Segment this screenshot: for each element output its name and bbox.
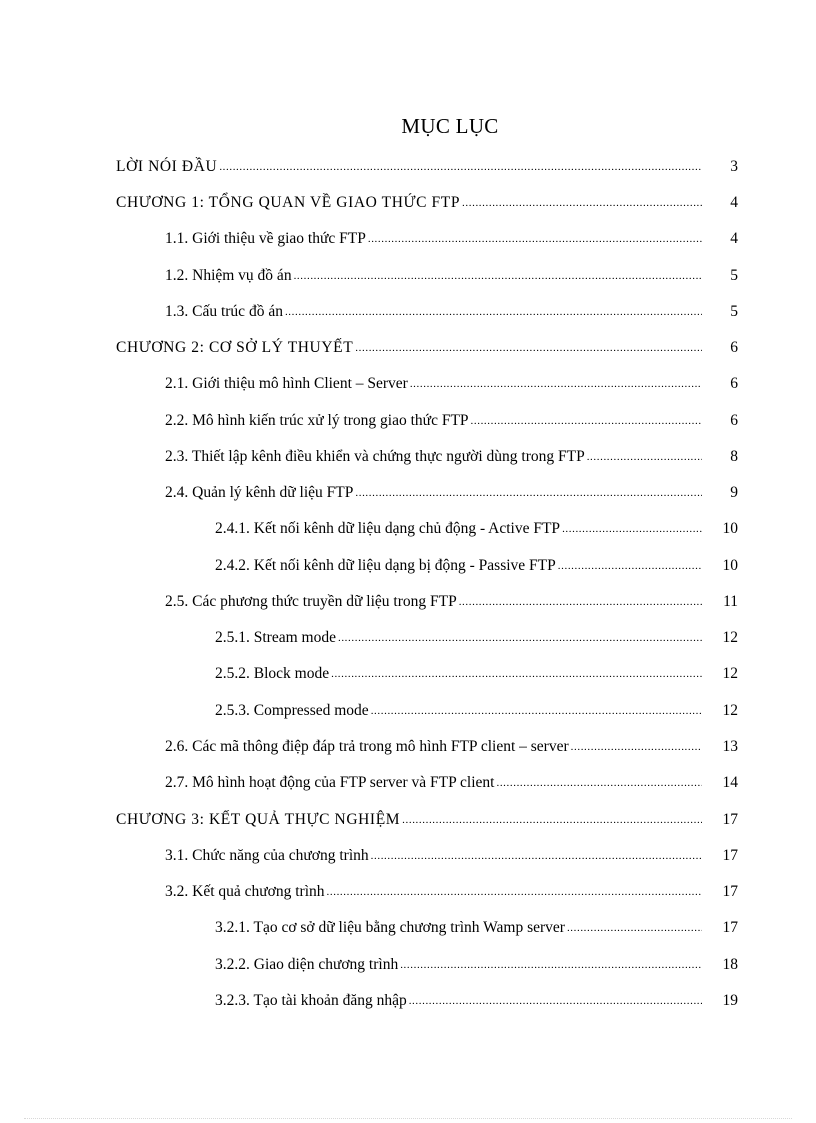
- toc-entry[interactable]: [215, 951, 738, 975]
- toc-entry-page: 13: [722, 738, 738, 755]
- dot-leader: [294, 266, 702, 286]
- toc-entry-label: 2.4. Quản lý kênh dữ liệu FTP: [165, 484, 354, 501]
- toc-entry-label: LỜI NÓI ĐẦU: [116, 158, 218, 175]
- dot-leader: [371, 701, 702, 721]
- toc-entry-page: 12: [722, 665, 738, 682]
- toc-entry[interactable]: [116, 334, 738, 358]
- page-bottom-rule: [24, 1118, 792, 1119]
- toc-entry-label: 2.1. Giới thiệu mô hình Client – Server: [165, 375, 408, 392]
- toc-entry[interactable]: [215, 914, 738, 938]
- dot-leader: [459, 592, 702, 612]
- dot-leader: [402, 810, 702, 830]
- toc-entry[interactable]: [165, 262, 738, 286]
- toc-entry-label: 2.3. Thiết lập kênh điều khiển và chứng thực người dùng trong FTP: [165, 448, 585, 465]
- toc-entry-page: 10: [722, 520, 738, 537]
- dot-leader: [400, 955, 702, 975]
- toc-entry-page: 12: [722, 629, 738, 646]
- toc-entry-page: 10: [722, 557, 738, 574]
- toc-entry-label: CHƯƠNG 2: CƠ SỞ LÝ THUYẾT: [116, 339, 354, 356]
- toc-entry-label: 2.5.2. Block mode: [215, 665, 330, 682]
- toc-entry[interactable]: [165, 733, 738, 757]
- toc-entry-label: CHƯƠNG 1: TỔNG QUAN VỀ GIAO THỨC FTP: [116, 194, 461, 211]
- toc-entry-page: 9: [730, 484, 738, 501]
- dot-leader: [587, 447, 702, 467]
- toc-entry-label: 2.5.3. Compressed mode: [215, 702, 369, 719]
- toc-entry-page: 8: [730, 448, 738, 465]
- toc-entry-page: 12: [722, 702, 738, 719]
- toc-entry[interactable]: [165, 769, 738, 793]
- toc-entry-label: 1.3. Cấu trúc đồ án: [165, 303, 283, 320]
- toc-entry[interactable]: [165, 588, 738, 612]
- toc-entry-label: 2.5.1. Stream mode: [215, 629, 336, 646]
- toc-entry[interactable]: [165, 370, 738, 394]
- toc-entry-label: 2.4.2. Kết nối kênh dữ liệu dạng bị động - Passive FTP: [215, 557, 556, 574]
- toc-entry[interactable]: [165, 842, 738, 866]
- toc-entry-page: 17: [722, 883, 738, 900]
- toc-entry[interactable]: [215, 515, 738, 539]
- toc-entry-page: 5: [730, 303, 738, 320]
- toc-entry[interactable]: [165, 479, 738, 503]
- toc-entry[interactable]: [116, 153, 738, 177]
- dot-leader: [331, 664, 702, 684]
- toc-entry-label: 2.5. Các phương thức truyền dữ liệu trong FTP: [165, 593, 457, 610]
- toc-entry-page: 4: [730, 230, 738, 247]
- dot-leader: [462, 193, 702, 213]
- page-title: MỤC LỤC: [401, 114, 499, 138]
- dot-leader: [371, 846, 702, 866]
- toc-entry-page: 6: [730, 412, 738, 429]
- toc-entry-page: 6: [730, 375, 738, 392]
- dot-leader: [409, 991, 702, 1011]
- toc-entry-label: 3.2.1. Tạo cơ sở dữ liệu bằng chương trình Wamp server: [215, 919, 565, 936]
- toc-entry[interactable]: [165, 407, 738, 431]
- toc-entry[interactable]: [116, 806, 738, 830]
- dot-leader: [355, 483, 702, 503]
- toc-entry-page: 18: [722, 956, 738, 973]
- toc-entry[interactable]: [116, 189, 738, 213]
- toc-entry[interactable]: [215, 660, 738, 684]
- dot-leader: [558, 556, 702, 576]
- dot-leader: [338, 628, 702, 648]
- toc-entry-page: 17: [722, 919, 738, 936]
- toc-entry[interactable]: [215, 552, 738, 576]
- toc-entry-label: 2.2. Mô hình kiến trúc xử lý trong giao thức FTP: [165, 412, 469, 429]
- dot-leader: [368, 229, 702, 249]
- dot-leader: [471, 411, 702, 431]
- toc-entry-page: 6: [730, 339, 738, 356]
- toc-entry[interactable]: [215, 697, 738, 721]
- dot-leader: [567, 918, 702, 938]
- toc-entry-page: 3: [730, 158, 738, 175]
- toc-entry-page: 17: [722, 811, 738, 828]
- toc-entry-page: 19: [722, 992, 738, 1009]
- toc-entry[interactable]: [165, 298, 738, 322]
- dot-leader: [562, 519, 702, 539]
- toc-entry[interactable]: [165, 443, 738, 467]
- toc-entry-page: 4: [730, 194, 738, 211]
- toc-entry-label: CHƯƠNG 3: KẾT QUẢ THỰC NGHIỆM: [116, 811, 401, 828]
- toc-entry-label: 2.7. Mô hình hoạt động của FTP server và FTP client: [165, 774, 495, 791]
- toc-entry[interactable]: [215, 624, 738, 648]
- dot-leader: [496, 773, 702, 793]
- dot-leader: [219, 157, 702, 177]
- toc-entry[interactable]: [165, 878, 738, 902]
- toc-entry-label: 1.1. Giới thiệu về giao thức FTP: [165, 230, 366, 247]
- toc-entry-page: 5: [730, 267, 738, 284]
- toc-entry-page: 14: [722, 774, 738, 791]
- toc-entry-label: 1.2. Nhiệm vụ đồ án: [165, 267, 292, 284]
- toc-entry-label: 3.1. Chức năng của chương trình: [165, 847, 369, 864]
- dot-leader: [327, 882, 702, 902]
- dot-leader: [571, 737, 702, 757]
- toc-entry-label: 3.2. Kết quả chương trình: [165, 883, 325, 900]
- toc-entry[interactable]: [165, 225, 738, 249]
- dot-leader: [410, 374, 702, 394]
- dot-leader: [355, 338, 702, 358]
- toc-entry-page: 17: [722, 847, 738, 864]
- toc-entry-page: 11: [723, 593, 738, 610]
- toc-entry-label: 3.2.3. Tạo tài khoản đăng nhập: [215, 992, 407, 1009]
- dot-leader: [285, 302, 702, 322]
- toc-entry-label: 3.2.2. Giao diện chương trình: [215, 956, 399, 973]
- toc-entry[interactable]: [215, 987, 738, 1011]
- toc-entry-label: 2.4.1. Kết nối kênh dữ liệu dạng chủ động - Active FTP: [215, 520, 561, 537]
- toc-entry-label: 2.6. Các mã thông điệp đáp trả trong mô hình FTP client – server: [165, 738, 569, 755]
